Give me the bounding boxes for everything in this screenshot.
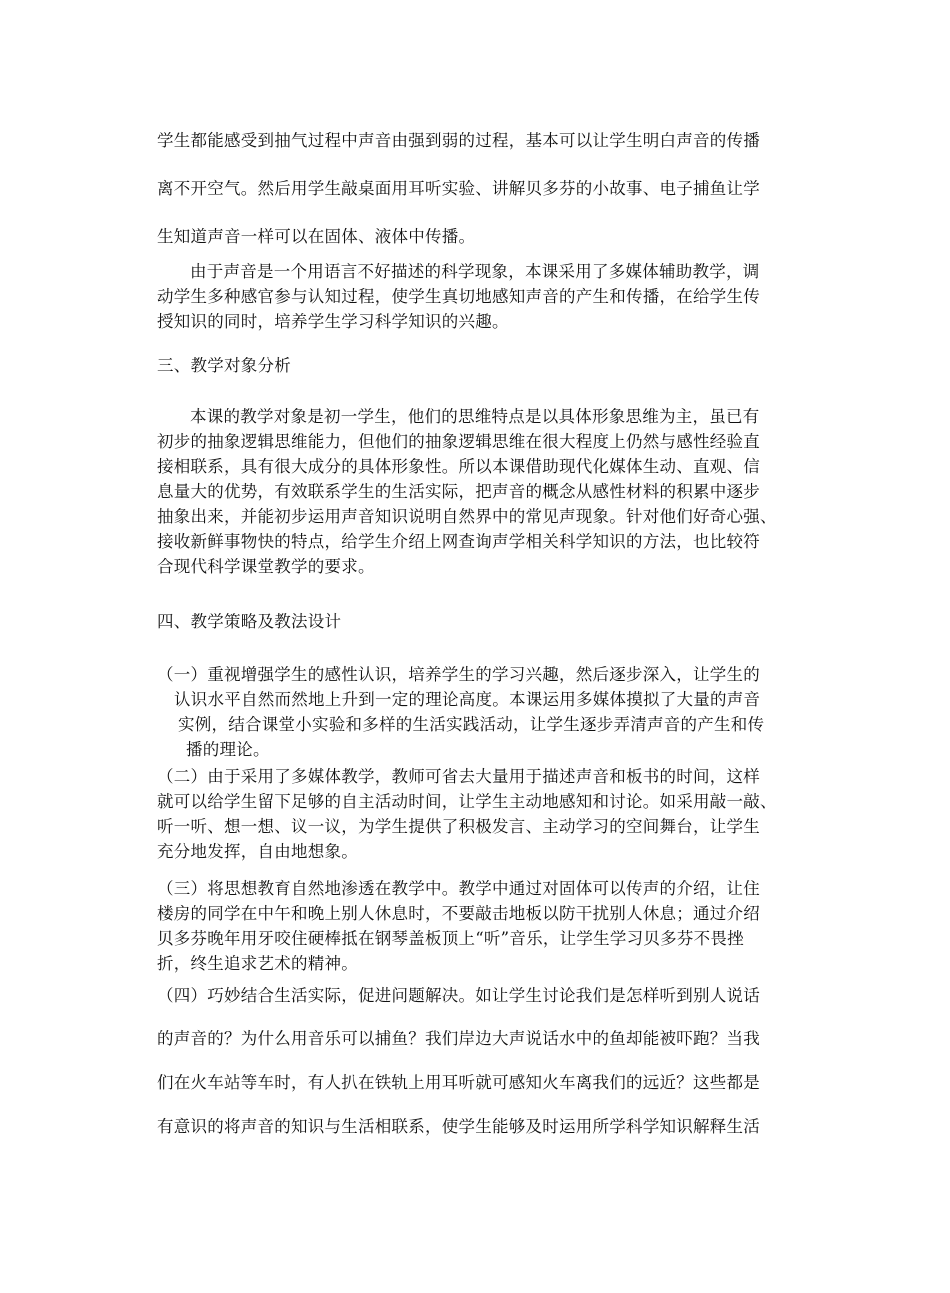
paragraph-3-line-1: 本课的教学对象是初一学生，他们的思维特点是以具体形象思维为主，虽已有 [190,407,760,426]
paragraph-3-line-3: 接相联系，具有很大成分的具体形象性。所以本课借助现代化媒体生动、直观、信 [157,457,760,476]
paragraph-2-line-3: 授知识的同时，培养学生学习科学知识的兴趣。 [157,312,509,331]
list-item-2-line-2: 就可以给学生留下足够的自主活动时间，让学生主动地感知和讨论。如采用敲一敲、 [157,792,777,811]
list-item-3-line-3: 贝多芬晚年用牙咬住硬棒抵在钢琴盖板顶上“听”音乐，让学生学习贝多芬不畏挫 [157,929,744,948]
section-heading-4: 四、教学策略及教法设计 [157,612,342,631]
list-item-3-line-1: （三）将思想教育自然地渗透在教学中。教学中通过对固体可以传声的介绍，让住 [157,879,760,898]
paragraph-2-line-1: 由于声音是一个用语言不好描述的科学现象，本课采用了多媒体辅助教学，调 [190,262,760,281]
paragraph-3-line-2: 初步的抽象逻辑思维能力，但他们的抽象逻辑思维在很大程度上仍然与感性经验直 [157,432,760,451]
list-item-4-line-2: 的声音的？为什么用音乐可以捕鱼？我们岸边大声说话水中的鱼却能被吓跑？当我 [157,1029,760,1048]
list-item-1-line-4: 播的理论。 [186,740,270,759]
list-item-4-line-4: 有意识的将声音的知识与生活相联系，使学生能够及时运用所学科学知识解释生活 [157,1117,760,1136]
paragraph-3-line-4: 息量大的优势，有效联系学生的生活实际，把声音的概念从感性材料的积累中逐步 [157,482,760,501]
list-item-4-line-3: 们在火车站等车时，有人扒在铁轨上用耳听就可感知火车离我们的远近？这些都是 [157,1073,760,1092]
paragraph-3-line-7: 合现代科学课堂教学的要求。 [157,557,375,576]
list-item-2-line-1: （二）由于采用了多媒体教学，教师可省去大量用于描述声音和板书的时间，这样 [157,767,760,786]
section-heading-3: 三、教学对象分析 [157,356,291,375]
paragraph-1-line-3: 生知道声音一样可以在固体、液体中传播。 [157,227,476,246]
list-item-4-line-1: （四）巧妙结合生活实际，促进问题解决。如让学生讨论我们是怎样听到别人说话 [157,986,760,1005]
list-item-2-line-3: 听一听、想一想、议一议，为学生提供了积极发言、主动学习的空间舞台，让学生 [157,817,760,836]
paragraph-3-line-6: 接收新鲜事物快的特点，给学生介绍上网查询声学相关科学知识的方法，也比较符 [157,532,760,551]
paragraph-2-line-2: 动学生多种感官参与认知过程，使学生真切地感知声音的产生和传播，在给学生传 [157,287,760,306]
list-item-3-line-2: 楼房的同学在中午和晚上别人休息时，不要敲击地板以防干扰别人休息；通过介绍 [157,904,760,923]
list-item-1-line-1: （一）重视增强学生的感性认识，培养学生的学习兴趣，然后逐步深入，让学生的 [157,665,760,684]
paragraph-1-line-2: 离不开空气。然后用学生敲桌面用耳听实验、讲解贝多芬的小故事、电子捕鱼让学 [157,179,760,198]
paragraph-1-line-1: 学生都能感受到抽气过程中声音由强到弱的过程，基本可以让学生明白声音的传播 [157,131,760,150]
list-item-1-line-2: 认识水平自然而然地上升到一定的理论高度。本课运用多媒体摸拟了大量的声音 [174,690,761,709]
list-item-1-line-3: 实例，结合课堂小实验和多样的生活实践活动，让学生逐步弄清声音的产生和传 [178,715,765,734]
paragraph-3-line-5: 抽象出来，并能初步运用声音知识说明自然界中的常见声现象。针对他们好奇心强、 [157,507,777,526]
list-item-2-line-4: 充分地发挥，自由地想象。 [157,842,358,861]
list-item-3-line-4: 折，终生追求艺术的精神。 [157,954,358,973]
